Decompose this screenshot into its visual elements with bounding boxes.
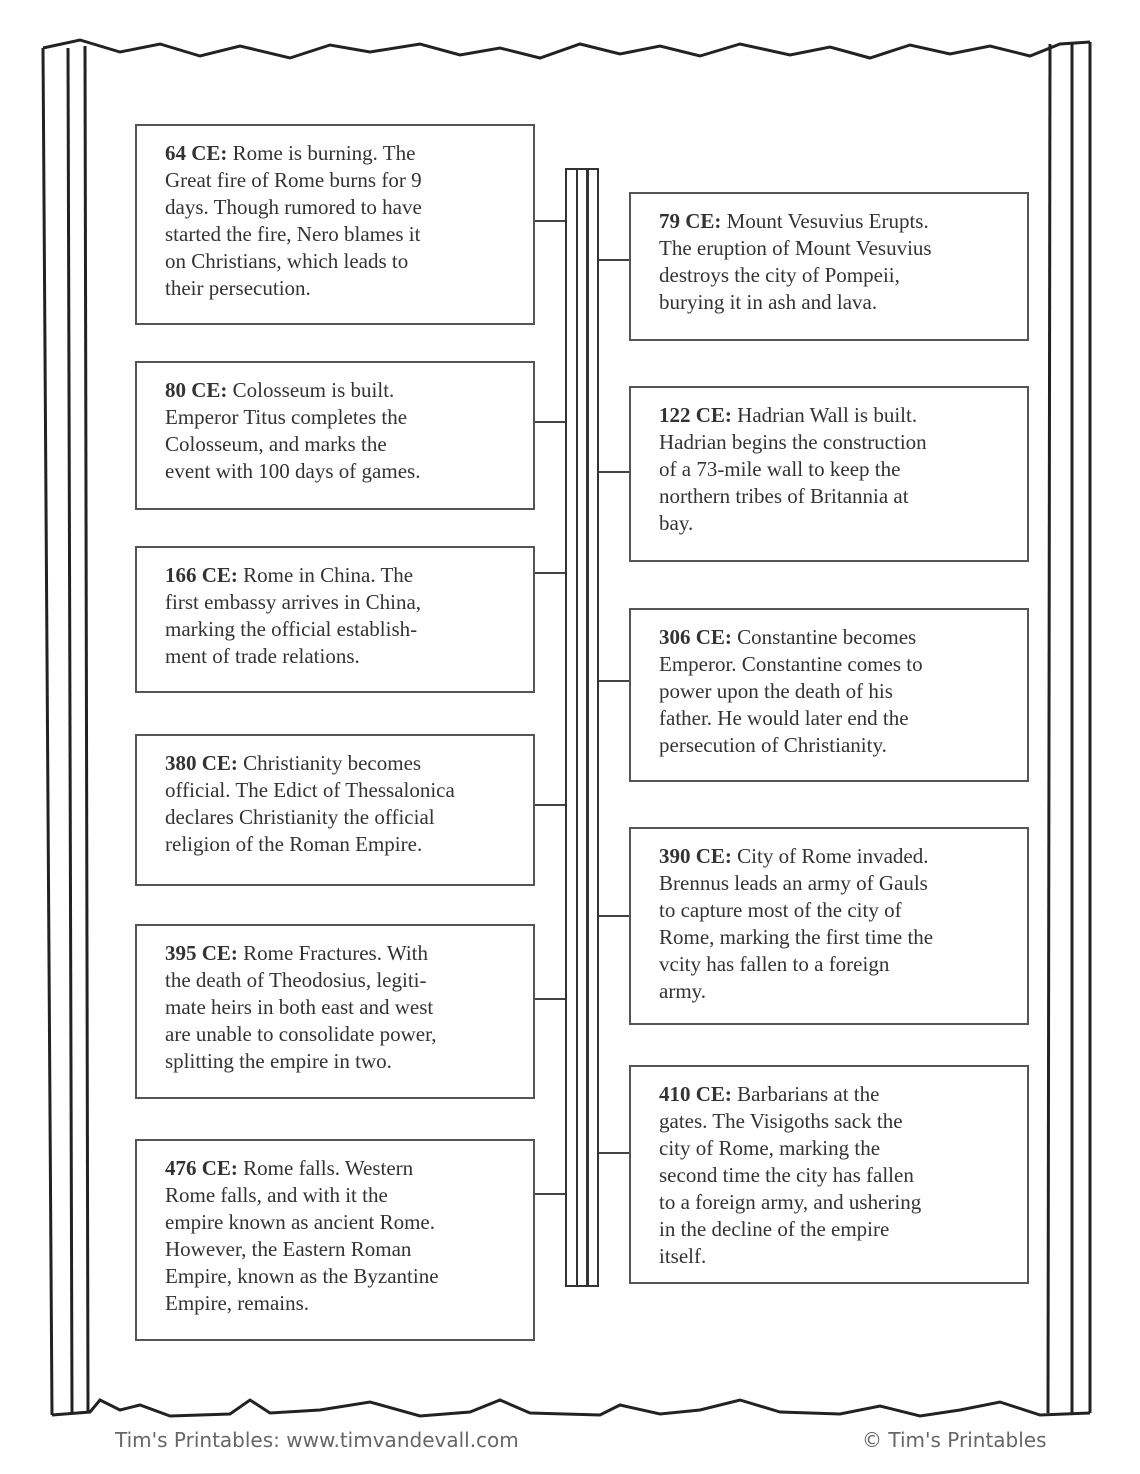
event-390ce — [629, 827, 1029, 1025]
event-122ce — [629, 386, 1029, 562]
connector — [533, 804, 565, 806]
event-text: Christianity becomes official. The Edict of Thessalonica declares Christianity the official religion of the Roman Empire. — [165, 751, 455, 856]
connector — [599, 259, 629, 261]
connector — [533, 572, 565, 574]
event-text: Barbarians at the gates. The Visigoths sack the city of Rome, marking the second time the city has fallen to a foreign army, and ushering in the decline of the empire itself. — [659, 1082, 922, 1268]
event-text: Hadrian Wall is built. Hadrian begins the construction of a 73-mile wall to keep the northern tribes of Britannia at bay. — [659, 403, 927, 535]
event-text: Constantine becomes Emperor. Constantine comes to power upon the death of his father. He would later end the persecution of Christianity. — [659, 625, 923, 757]
event-date: 390 CE: — [659, 844, 732, 868]
event-text: Rome Fractures. With the death of Theodosius, legiti- mate heirs in both east and west are unable to consolidate power, splitting the empire in two. — [165, 941, 437, 1073]
event-date: 80 CE: — [165, 378, 228, 402]
connector — [599, 915, 629, 917]
event-date: 306 CE: — [659, 625, 732, 649]
event-text: Rome falls. Western Rome falls, and with it the empire known as ancient Rome. However, the Eastern Roman Empire, known as the Byzantine Empire, remains. — [165, 1156, 439, 1315]
connector — [533, 998, 565, 1000]
event-date: 64 CE: — [165, 141, 228, 165]
event-date: 476 CE: — [165, 1156, 238, 1180]
event-395ce — [135, 924, 535, 1099]
event-date: 380 CE: — [165, 751, 238, 775]
event-date: 395 CE: — [165, 941, 238, 965]
event-306ce — [629, 608, 1029, 782]
event-date: 410 CE: — [659, 1082, 732, 1106]
connector — [533, 421, 565, 423]
timeline-bar — [565, 168, 599, 1287]
event-date: 166 CE: — [165, 563, 238, 587]
event-64ce — [135, 124, 535, 325]
connector — [533, 1193, 565, 1195]
connector — [599, 471, 629, 473]
connector — [533, 220, 565, 222]
event-476ce — [135, 1139, 535, 1341]
connector — [599, 1152, 629, 1154]
event-166ce — [135, 546, 535, 693]
event-text: City of Rome invaded. Brennus leads an army of Gauls to capture most of the city of Rome, marking the first time the vcity has fallen to a foreign army. — [659, 844, 934, 1003]
footer-website: Tim's Printables: www.timvandevall.com — [115, 1428, 519, 1452]
event-date: 122 CE: — [659, 403, 732, 427]
connector — [599, 680, 629, 682]
event-date: 79 CE: — [659, 209, 722, 233]
event-text: Rome is burning. The Great fire of Rome burns for 9 days. Though rumored to have started the fire, Nero blames it on Christians, which leads to their persecution. — [165, 141, 422, 300]
event-text: Rome in China. The first embassy arrives in China, marking the official establish- ment of trade relations. — [165, 563, 422, 668]
event-410ce — [629, 1065, 1029, 1284]
event-text: Colosseum is built. Emperor Titus completes the Colosseum, and marks the event with 100 days of games. — [165, 378, 421, 483]
event-79ce — [629, 192, 1029, 341]
event-380ce — [135, 734, 535, 886]
footer-copyright: © Tim's Printables — [862, 1428, 1047, 1452]
event-text: Mount Vesuvius Erupts. The eruption of Mount Vesuvius destroys the city of Pompeii, burying it in ash and lava. — [659, 209, 932, 314]
event-80ce — [135, 361, 535, 510]
